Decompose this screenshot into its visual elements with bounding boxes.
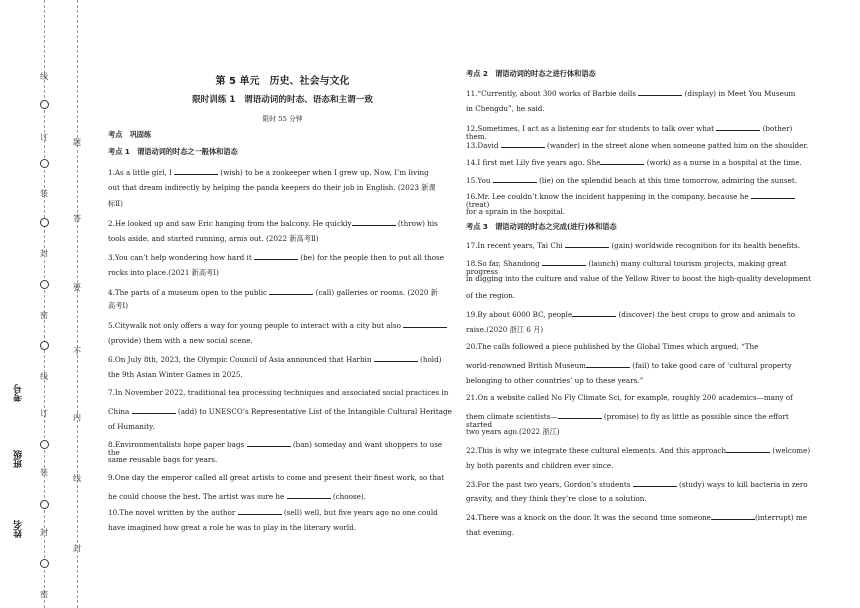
answer-blank[interactable] <box>254 252 298 260</box>
answer-blank[interactable] <box>174 167 218 175</box>
binding-hole-icon <box>40 100 49 109</box>
answer-blank[interactable] <box>287 491 331 499</box>
question-line: he could choose the best. The artist was sure he (choose). <box>108 492 366 501</box>
answer-blank[interactable] <box>493 175 537 183</box>
binding-hole-icon <box>40 440 49 449</box>
question-line: belonging to other countries’ up to these years.” <box>466 376 644 385</box>
binding-char: 订 <box>40 133 48 142</box>
question-line: for a sprain in the hospital. <box>466 207 566 216</box>
binding-hole-icon <box>40 218 49 227</box>
student-info-field: 考号 <box>14 384 24 402</box>
answer-blank[interactable] <box>716 123 760 131</box>
binding-hole-icon <box>40 559 49 568</box>
answer-blank[interactable] <box>269 287 313 295</box>
binding-line-inner <box>77 0 78 608</box>
binding-margin <box>0 0 100 608</box>
question-line: 20.The calls followed a piece published by the Global Times which argued, “The <box>466 342 759 351</box>
question-line: 标Ⅱ) <box>108 199 123 208</box>
question-line: 22.This is why we integrate these cultural elements. And this approach (welcome) <box>466 446 811 455</box>
question-line: by both parents and children ever since. <box>466 461 614 470</box>
answer-blank[interactable] <box>247 439 291 447</box>
answer-blank[interactable] <box>558 411 602 419</box>
answer-blank[interactable] <box>638 88 682 96</box>
answer-blank[interactable] <box>633 479 677 487</box>
question-line: (provide) them with a new social scene. <box>108 336 253 345</box>
question-line: 10.The novel written by the author (sell) well, but five years ago no one could <box>108 508 438 517</box>
question-line: of Humanity. <box>108 422 155 431</box>
binding-char: 线 <box>40 72 48 81</box>
binding-char: 密 <box>40 311 48 320</box>
question-line: 17.In recent years, Tai Chi (gain) worldwide recognition for its health benefits. <box>466 241 800 250</box>
answer-blank[interactable] <box>586 360 630 368</box>
answer-blank[interactable] <box>238 507 282 515</box>
binding-char: 要 <box>73 283 81 292</box>
binding-char: 封 <box>40 528 48 537</box>
binding-char: 线 <box>40 372 48 381</box>
question-line: in Chengdu”, he said. <box>466 104 545 113</box>
page-subtitle: 限时训练 1 谓语动词的时态、语态和主谓一致 <box>192 95 373 105</box>
question-line: 12.Sometimes, I act as a listening ear for students to talk over what (bother) them. <box>466 124 793 141</box>
answer-blank[interactable] <box>403 320 447 328</box>
question-line: 13.David (wander) in the street alone when someone patted him on the shoulder. <box>466 141 809 150</box>
question-line: 16.Mr. Lee couldn’t know the incident happening in the company, because he (treat) <box>466 191 812 209</box>
binding-hole-icon <box>40 341 49 350</box>
question-line: 23.For the past two years, Gordon’s students (study) ways to kill bacteria in zero <box>466 480 808 489</box>
question-line: gravity, and they think they’re close to a solution. <box>466 494 647 503</box>
binding-char: 答 <box>73 214 81 223</box>
binding-hole-icon <box>40 500 49 509</box>
question-line: 24.There was a knock on the door. It was the second time someone (interrupt) me <box>466 513 807 522</box>
question-line: 高考Ⅰ) <box>108 301 129 310</box>
binding-hole-icon <box>40 280 49 289</box>
question-line: of the region. <box>466 291 516 300</box>
topic-3-heading: 考点 3 谓语动词的时态之完成(进行)体和语态 <box>466 222 617 231</box>
question-line: out that dream indirectly by helping the panda keepers do their job in English. (2023 新课 <box>108 183 436 192</box>
time-limit: 限时 55 分钟 <box>262 115 303 123</box>
student-info-field: 班级 <box>14 450 24 468</box>
question-line: 15.You (lie) on the splendid beach at this time tomorrow, admiring the sunset. <box>466 176 798 185</box>
binding-char: 密 <box>40 590 48 599</box>
question-line: 18.So far, Shandong (launch) many cultural tourism projects, making great progress <box>466 259 787 276</box>
binding-char: 封 <box>40 249 48 258</box>
binding-char: 内 <box>73 413 81 422</box>
question-line: 1.As a little girl, I (wish) to be a zookeeper when I grew up. Now, I’m living <box>108 168 429 177</box>
question-line: 14.I first met Lily five years ago. She (work) as a nurse in a hospital at the time. <box>466 158 802 167</box>
question-line: 21.On a website called No Fly Climate Sci, for example, roughly 200 academics—many of <box>466 393 793 402</box>
answer-blank[interactable] <box>374 354 418 362</box>
answer-blank[interactable] <box>542 258 586 266</box>
answer-blank[interactable] <box>501 140 545 148</box>
binding-char: 不 <box>73 347 81 356</box>
question-line: them climate scientists— (promise) to fly as little as possible since the effort started <box>466 412 789 429</box>
question-line: world-renowned British Museum (fail) to take good care of ‘cultural property <box>466 361 792 370</box>
question-line: 3.You can’t help wondering how hard it (be) for the people then to put all those <box>108 253 444 262</box>
section-heading: 考点 巩固练 <box>108 130 152 139</box>
question-line: China (add) to UNESCO’s Representative List of the Intangible Cultural Heritage <box>108 407 452 416</box>
answer-blank[interactable] <box>572 309 616 317</box>
answer-blank[interactable] <box>751 191 795 199</box>
question-line: 7.In November 2022, traditional tea processing techniques and associated social practices in <box>108 388 449 397</box>
student-info-field: 姓名 <box>14 520 24 538</box>
question-line: 4.The parts of a museum open to the public (call) galleries or rooms. (2020 新 <box>108 288 438 297</box>
binding-hole-icon <box>40 159 49 168</box>
question-line: tools aside, and started running, arms out. (2022 新高考Ⅱ) <box>108 234 319 243</box>
question-line: 2.He looked up and saw Eric hanging from the balcony. He quickly (throw) his <box>108 219 438 228</box>
topic-2-heading: 考点 2 谓语动词的时态之进行体和语态 <box>466 69 596 78</box>
answer-blank[interactable] <box>352 218 396 226</box>
answer-blank[interactable] <box>600 157 644 165</box>
question-line: raise.(2020 浙江 6 月) <box>466 325 544 334</box>
question-line: in digging into the culture and value of the Yellow River to boost the high-quality development <box>466 274 812 283</box>
binding-char: 题 <box>73 138 81 147</box>
question-line: two years ago.(2022 浙江) <box>466 427 560 436</box>
answer-blank[interactable] <box>726 445 770 453</box>
binding-char: 订 <box>40 409 48 418</box>
question-line: that evening. <box>466 528 514 537</box>
question-line: 9.One day the emperor called all great artists to come and present their finest work, so that <box>108 473 445 482</box>
answer-blank[interactable] <box>565 240 609 248</box>
answer-blank[interactable] <box>711 512 755 520</box>
answer-blank[interactable] <box>132 406 176 414</box>
binding-char: 线 <box>73 474 81 483</box>
question-line: 8.Environmentalists hope paper bags (ban) someday and want shoppers to use the <box>108 440 443 457</box>
question-line: rocks into place.(2021 新高考Ⅰ) <box>108 268 219 277</box>
question-line: the 9th Asian Winter Games in 2025. <box>108 370 243 379</box>
question-line: 6.On July 8th, 2023, the Olympic Council of Asia announced that Harbin (hold) <box>108 355 442 364</box>
question-line: 11.“Currently, about 300 works of Barbie dolls (display) in Meet You Museum <box>466 89 796 98</box>
topic-1-heading: 考点 1 谓语动词的时态之一般体和语态 <box>108 147 238 156</box>
question-line: 5.Citywalk not only offers a way for young people to interact with a city but also <box>108 320 454 330</box>
binding-line-outer <box>44 0 45 608</box>
binding-char: 装 <box>40 189 48 198</box>
question-line: same reusable bags for years. <box>108 455 218 464</box>
question-line: 19.By about 6000 BC, people (discover) the best crops to grow and animals to <box>466 310 796 319</box>
question-line: have imagined how great a role he was to play in the literary world. <box>108 523 357 532</box>
binding-char: 装 <box>40 468 48 477</box>
binding-char: 封 <box>73 544 81 553</box>
page-title: 第 5 单元 历史、社会与文化 <box>215 76 350 87</box>
